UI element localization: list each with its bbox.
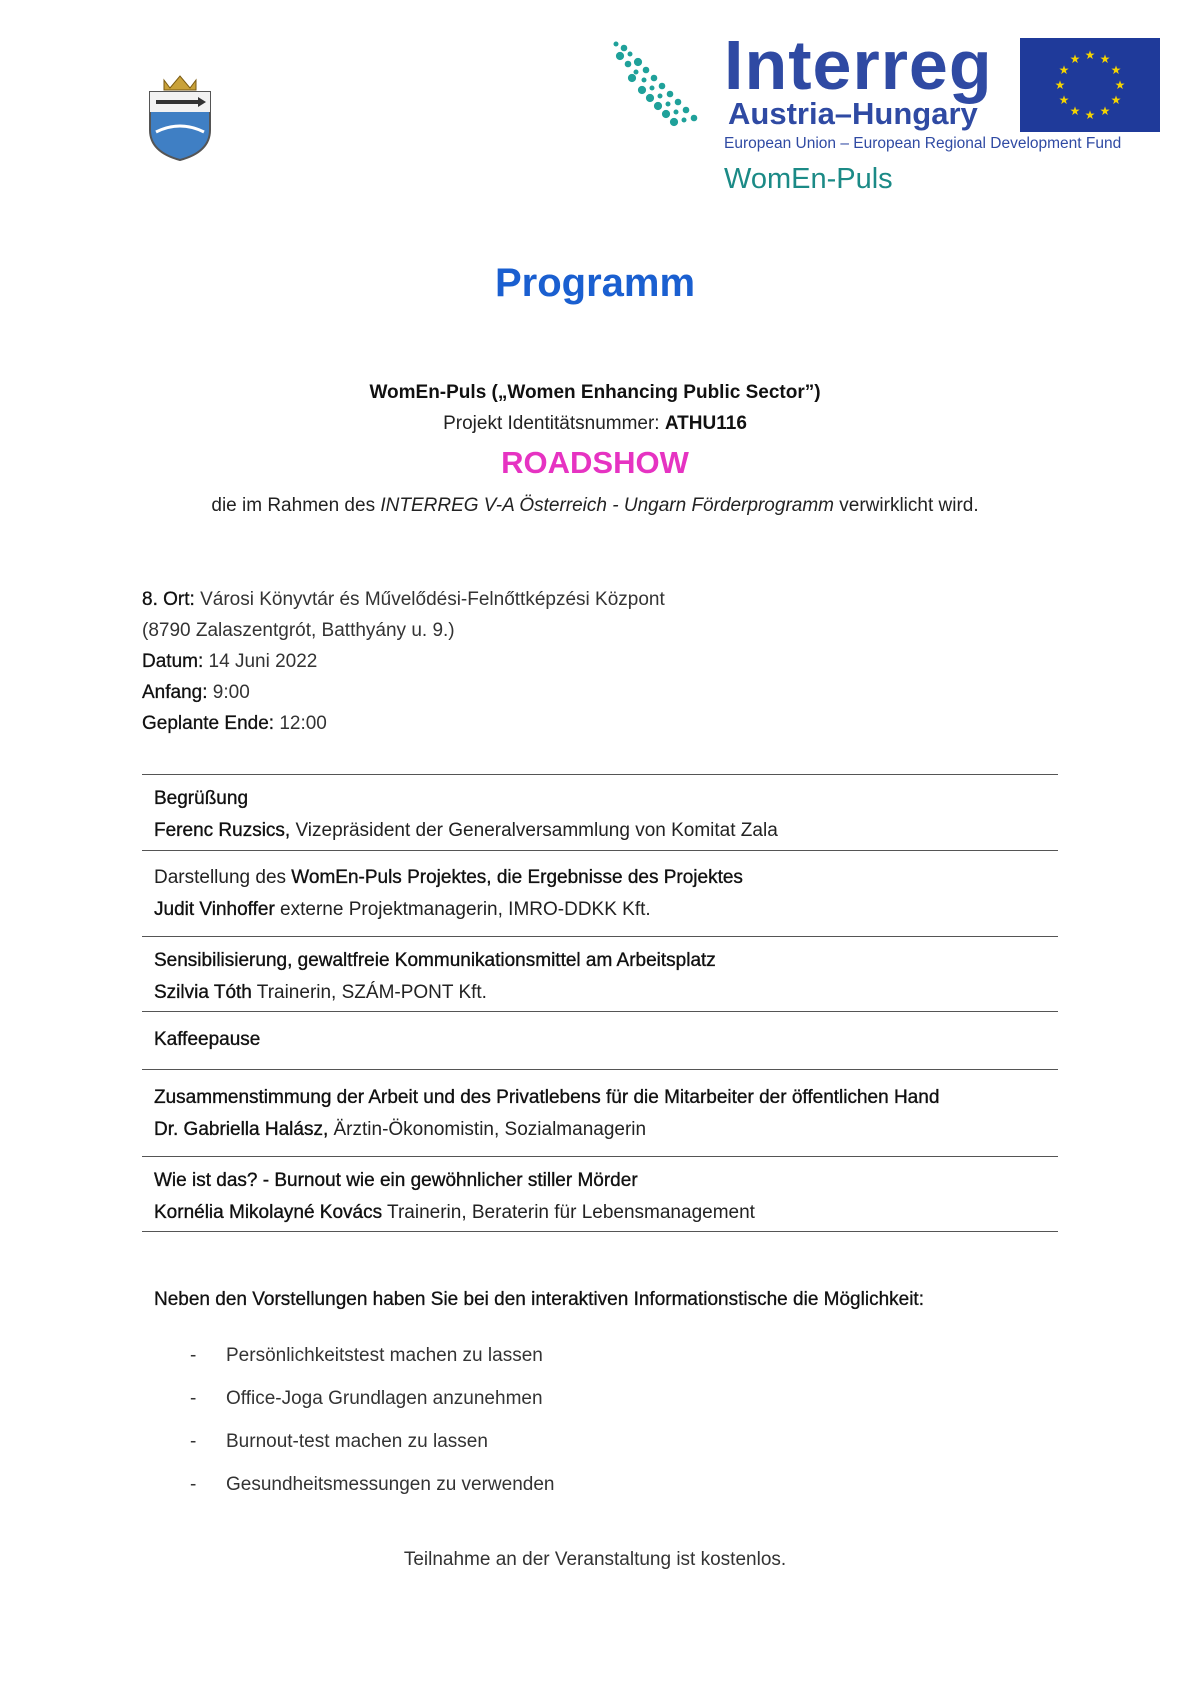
- speaker-role: Trainerin, SZÁM-PONT Kft.: [251, 982, 487, 1003]
- list-item: [190, 1344, 543, 1368]
- list-item-text: Gesundheitsmessungen zu verwenden: [226, 1474, 555, 1495]
- agenda-item-speaker: [154, 894, 1046, 926]
- speaker-name: Judit Vinhoffer: [154, 899, 275, 920]
- svg-text:★: ★: [1058, 63, 1070, 77]
- project-name-text: WomEn-Puls („Women Enhancing Public Sector”): [369, 382, 821, 403]
- location-label: 8. Ort:: [142, 589, 195, 610]
- agenda-item-speaker: [154, 815, 1046, 847]
- agenda-item-title-text: WomEn-Puls Projektes, die Ergebnisse des Projektes: [291, 867, 743, 888]
- speaker-name: Kornélia Mikolayné Kovács: [154, 1202, 383, 1223]
- svg-text:★: ★: [1099, 103, 1111, 118]
- program-line: [0, 494, 1190, 518]
- list-dash: -: [190, 1345, 197, 1366]
- list-item: [190, 1473, 554, 1497]
- date-line: [142, 650, 317, 674]
- agenda-item: [142, 1011, 1058, 1069]
- start-line: [142, 681, 250, 705]
- list-item-text: Persönlichkeitstest machen zu lassen: [226, 1345, 543, 1366]
- speaker-role: Ärztin-Ökonomistin, Sozialmanagerin: [328, 1119, 647, 1140]
- date-label: Datum:: [142, 651, 204, 672]
- list-item-text: Burnout-test machen zu lassen: [226, 1431, 488, 1452]
- agenda-item-title-text: Begrüßung: [154, 788, 249, 809]
- list-dash: -: [190, 1431, 197, 1452]
- project-id-line: [0, 412, 1190, 436]
- agenda-item: [142, 936, 1058, 1011]
- agenda-item-title-text: Kaffeepause: [154, 1029, 261, 1050]
- agenda-item-pre: Darstellung des: [154, 867, 292, 888]
- project-id-value: ATHU116: [664, 413, 747, 434]
- agenda-item: [142, 1069, 1058, 1156]
- address-line: (8790 Zalaszentgrót, Batthyány u. 9.): [142, 620, 455, 641]
- agenda-bottom-rule: [142, 1231, 1058, 1232]
- end-value: 12:00: [274, 713, 327, 734]
- project-name: [0, 381, 1190, 405]
- speaker-role: Vizepräsident der Generalversammlung von Komitat Zala: [290, 820, 778, 841]
- agenda-item-title: [154, 1082, 1046, 1114]
- end-line: [142, 712, 327, 736]
- page-title: Programm: [494, 261, 696, 305]
- agenda-item: [142, 1156, 1058, 1231]
- agenda-item-speaker: [154, 977, 1046, 1009]
- agenda-item-speaker: [154, 1114, 1046, 1146]
- svg-text:★: ★: [1110, 63, 1122, 77]
- date-value: 14 Juni 2022: [203, 651, 318, 672]
- agenda-item-title-text: Wie ist das? - Burnout wie ein gewöhnlicher stiller Mörder: [154, 1170, 638, 1191]
- interreg-fund: European Union – European Regional Development Fund: [724, 135, 1122, 152]
- svg-text:★: ★: [1054, 78, 1066, 92]
- end-label: Geplante Ende:: [142, 713, 275, 734]
- agenda-item-title: [154, 1165, 1046, 1197]
- speaker-name: Ferenc Ruzsics,: [154, 820, 291, 841]
- svg-text:★: ★: [1114, 78, 1126, 92]
- interreg-title: Interreg: [724, 26, 993, 104]
- speaker-role: externe Projektmanagerin, IMRO-DDKK Kft.: [274, 899, 651, 920]
- agenda-item: [142, 774, 1058, 850]
- svg-text:★: ★: [1058, 93, 1070, 107]
- roadshow-heading: ROADSHOW: [501, 445, 689, 480]
- svg-text:★: ★: [1084, 48, 1096, 62]
- program-pre: die im Rahmen des: [211, 495, 381, 516]
- location-line: [142, 588, 665, 612]
- interreg-dots-icon: [610, 38, 706, 134]
- list-dash: -: [190, 1474, 197, 1495]
- options-intro: Neben den Vorstellungen haben Sie bei den interaktiven Informationstische die Möglichkeit:: [154, 1289, 924, 1310]
- svg-text:★: ★: [1069, 52, 1081, 67]
- speaker-name: Szilvia Tóth: [154, 982, 252, 1003]
- program-name: INTERREG V-A Österreich - Ungarn Förderprogramm: [380, 495, 834, 516]
- list-dash: -: [190, 1388, 197, 1409]
- agenda-item: [142, 850, 1058, 936]
- svg-text:★: ★: [1110, 93, 1122, 107]
- speaker-name: Dr. Gabriella Halász,: [154, 1119, 329, 1140]
- program-post: verwirklicht wird.: [834, 495, 979, 516]
- free-participation-note: Teilnahme an der Veranstaltung ist kostenlos.: [403, 1549, 787, 1570]
- location-value: Városi Könyvtár és Művelődési-Felnőttképzési Központ: [194, 589, 665, 610]
- eu-flag-icon: [1020, 38, 1160, 132]
- start-label: Anfang:: [142, 682, 208, 703]
- list-item: [190, 1430, 488, 1454]
- list-item-text: Office-Joga Grundlagen anzunehmen: [226, 1388, 543, 1409]
- agenda-item-speaker: [154, 1197, 1046, 1229]
- project-logo: WomEn-Puls: [724, 163, 893, 195]
- agenda-item-title: [154, 783, 1046, 815]
- project-id-label: Projekt Identitätsnummer:: [443, 413, 665, 434]
- start-value: 9:00: [207, 682, 250, 703]
- agenda-item-title: [154, 1024, 1046, 1056]
- svg-text:★: ★: [1084, 108, 1096, 122]
- agenda-item-title: [154, 945, 1046, 977]
- list-item: [190, 1387, 543, 1411]
- svg-text:★: ★: [1099, 52, 1111, 67]
- agenda-item-title-text: Zusammenstimmung der Arbeit und des Privatlebens für die Mitarbeiter der öffentlichen Hand: [154, 1087, 940, 1108]
- agenda-item-title: [154, 862, 1046, 894]
- coat-of-arms-icon: [142, 70, 218, 162]
- interreg-region: Austria–Hungary: [728, 96, 978, 131]
- speaker-role: Trainerin, Beraterin für Lebensmanagement: [382, 1202, 755, 1223]
- agenda-table: [142, 774, 1058, 1232]
- agenda-item-title-text: Sensibilisierung, gewaltfreie Kommunikationsmittel am Arbeitsplatz: [154, 950, 716, 971]
- svg-text:★: ★: [1069, 103, 1081, 118]
